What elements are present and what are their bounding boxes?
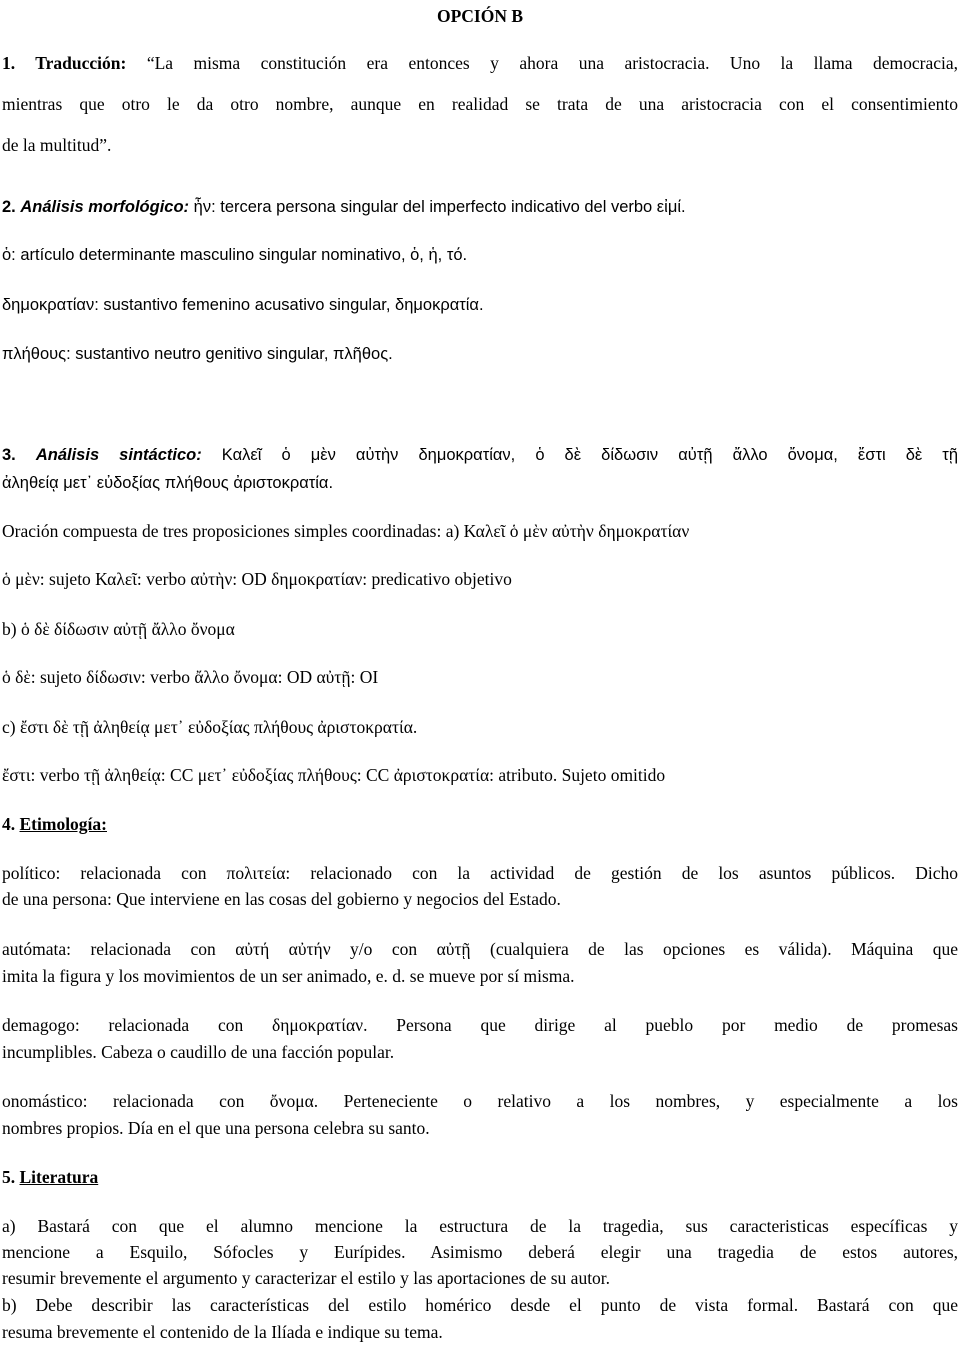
- q4-entry-2-line-1: autómata: relacionada con αὐτή αὐτήν y/o con αὐτῇ (cualquiera de las opciones es válida). Máquina que: [2, 939, 958, 959]
- q5-line-2: mencione a Esquilo, Sófocles y Eurípides. Asimismo deberá elegir una tragedia de estos autores,: [2, 1242, 958, 1262]
- q3-sentence-1: Καλεῖ ὁ μὲν αὐτὴν δημοκρατίαν, ὁ δὲ δίδωσιν αὐτῇ ἄλλο ὄνομα, ἔστι δὲ τῇ: [221, 446, 958, 464]
- q4-entry-1-line-1: político: relacionada con πολιτεία: relacionado con la actividad de gestión de los asuntos públicos. Dicho: [2, 863, 958, 883]
- q3-label: Análisis sintáctico:: [35, 446, 202, 464]
- page-title: OPCIÓN B: [436, 6, 524, 26]
- q4-entry-4-line-2: nombres propios. Día en el que una persona celebra su santo.: [2, 1118, 430, 1138]
- q1-line-1: [2, 51, 958, 75]
- q1-text-1: “La misma constitución era entonces y ahora una aristocracia. Uno la llama democracia,: [146, 53, 958, 73]
- q2-line-4: πλήθους: sustantivo neutro genitivo singular, πλῆθος.: [2, 345, 393, 363]
- q3-line-7: c) ἔστι δὲ τῇ ἀληθείᾳ μετ᾽ εὐδοξίας πλήθους ἀριστοκρατία.: [2, 717, 418, 737]
- q3-num: 3.: [2, 446, 16, 464]
- q2-label: Análisis morfológico:: [20, 198, 190, 216]
- q2-line-2: ὁ: artículo determinante masculino singular nominativo, ὁ, ἡ, τό.: [2, 246, 468, 264]
- q5-label: Literatura: [19, 1167, 99, 1187]
- q2-line-3: δημοκρατίαν: sustantivo femenino acusativo singular, δημοκρατία.: [2, 296, 484, 314]
- q4-num: 4.: [2, 814, 16, 834]
- q5-line-3: resumir brevemente el argumento y caracterizar el estilo y las aportaciones de su autor.: [2, 1268, 611, 1288]
- q4-entry-4-line-1: onomástico: relacionada con ὄνομα. Perteneciente o relativo a los nombres, y especialmente a los: [2, 1091, 958, 1111]
- q5-heading: [2, 1165, 958, 1189]
- q4-label: Etimología:: [19, 814, 107, 834]
- q4-entry-2-line-2: imita la figura y los movimientos de un ser animado, e. d. se mueve por sí misma.: [2, 966, 575, 986]
- q3-line-1: [2, 443, 958, 467]
- q5-line-5: resuma brevemente el contenido de la Ilíada e indique su tema.: [2, 1322, 443, 1342]
- q2-num: 2.: [2, 198, 16, 216]
- q3-line-8: ἔστι: verbo τῇ ἀληθείᾳ: CC μετ᾽ εὐδοξίας πλήθους: CC ἀριστοκρατία: atributo. Sujeto omitido: [2, 765, 666, 785]
- q5-line-4: b) Debe describir las características del estilo homérico desde el punto de vista formal. Bastará con que: [2, 1295, 958, 1315]
- q3-line-4: ὁ μὲν: sujeto Καλεῖ: verbo αὐτὴν: OD δημοκρατίαν: predicativo objetivo: [2, 569, 512, 589]
- q4-heading: [2, 812, 958, 836]
- q1-line-2: mientras que otro le da otro nombre, aunque en realidad se trata de una aristocracia con el consentimiento: [2, 94, 958, 114]
- q3-line-5: b) ὁ δὲ δίδωσιν αὐτῇ ἄλλο ὄνομα: [2, 619, 235, 639]
- q1-label: 1. Traducción:: [2, 53, 127, 73]
- q4-entry-1-line-2: de una persona: Que interviene en las cosas del gobierno y negocios del Estado.: [2, 889, 561, 909]
- q3-line-6: ὁ δὲ: sujeto δίδωσιν: verbo ἄλλο ὄνομα: OD αὐτῇ: OI: [2, 667, 379, 687]
- q2-first: ἦν: tercera persona singular del imperfecto indicativo del verbo εἰμί.: [193, 198, 686, 216]
- q5-line-1: a) Bastará con que el alumno mencione la estructura de la tragedia, sus caracteristicas específicas y: [2, 1216, 958, 1236]
- q4-entry-3-line-1: demagogo: relacionada con δημοκρατίαν. Persona que dirige al pueblo por medio de promesas: [2, 1015, 958, 1035]
- q3-line-2: ἀληθείᾳ μετ᾽ εὐδοξίας πλήθους ἀριστοκρατία.: [2, 474, 334, 492]
- q1-line-3: de la multitud”.: [2, 135, 112, 155]
- q3-line-3: Oración compuesta de tres proposiciones simples coordinadas: a) Καλεῖ ὁ μὲν αὐτὴν δημοκρατίαν: [2, 521, 690, 541]
- q4-entry-3-line-2: incumplibles. Cabeza o caudillo de una facción popular.: [2, 1042, 395, 1062]
- q5-num: 5.: [2, 1167, 16, 1187]
- q2-line-1: [2, 195, 958, 219]
